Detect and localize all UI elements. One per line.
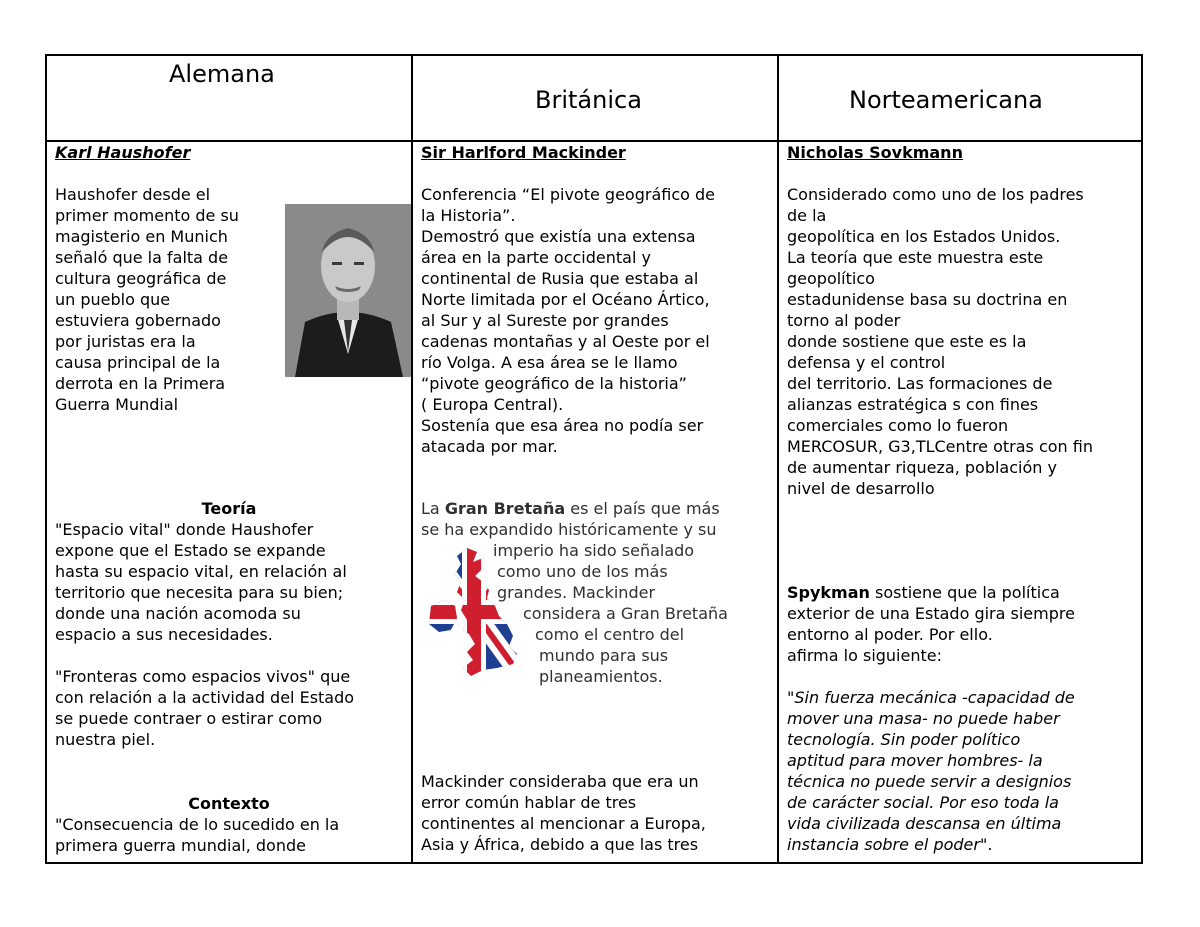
text-line: "Fronteras como espacios vivos" que (55, 667, 351, 686)
text-line: se puede contraer o estirar como (55, 709, 323, 728)
text-line: mover una masa- no puede haber (787, 709, 1060, 728)
text-line: continental de Rusia que estaba al (421, 269, 699, 288)
text-line: primer momento de su (55, 206, 239, 225)
text-line: afirma lo siguiente: (787, 646, 942, 665)
text-line: defensa y el control (787, 353, 946, 372)
cell-norteamericana (779, 142, 1143, 862)
text-line: aptitud para mover hombres- la (787, 751, 1043, 770)
text-line: de aumentar riqueza, población y (787, 458, 1057, 477)
text-line: "Consecuencia de lo sucedido en la (55, 815, 340, 834)
text-line: causa principal de la (55, 353, 221, 372)
text-line: de carácter social. Por eso toda la (787, 793, 1059, 812)
text-line: cadenas montañas y al Oeste por el (421, 332, 710, 351)
text-line: Asia y África, debido a que las tres (421, 835, 699, 854)
text-line: donde una nación acomoda su (55, 604, 301, 623)
text-line: vida civilizada descansa en última (787, 814, 1062, 833)
text-line: señaló que la falta de (55, 248, 229, 267)
text-line: entorno al poder. Por ello. (787, 625, 993, 644)
text-line: río Volga. A esa área se le llamo (421, 353, 678, 372)
header-britanica: Británica (535, 86, 642, 114)
gb-text-line: grandes. Mackinder (497, 583, 656, 602)
author-name: Nicholas Sovkmann (787, 143, 963, 162)
text-line: La teoría que este muestra este (787, 248, 1044, 267)
text-line: hasta su espacio vital, en relación al (55, 562, 347, 581)
text-line: la Historia”. (421, 206, 516, 225)
text-line: exterior de una Estado gira siempre (787, 604, 1075, 623)
gb-text-line: mundo para sus (539, 646, 669, 665)
text-line: MERCOSUR, G3,TLCentre otras con fin (787, 437, 1093, 456)
text-line: al Sur y al Sureste por grandes (421, 311, 669, 330)
text-line: nuestra piel. (55, 730, 156, 749)
author-name: Karl Haushofer (55, 143, 191, 162)
gb-line-2: se ha expandido históricamente y su (421, 520, 717, 539)
text-line: espacio a sus necesidades. (55, 625, 273, 644)
text-line: por juristas era la (55, 332, 196, 351)
header-norteamericana: Norteamericana (849, 86, 1043, 114)
text-line: Demostró que existía una extensa (421, 227, 696, 246)
text-line: área en la parte occidental y (421, 248, 651, 267)
text-line: "Sin fuerza mecánica -capacidad de (787, 688, 1075, 707)
text-line: un pueblo que (55, 290, 171, 309)
text-line: expone que el Estado se expande (55, 541, 326, 560)
text-line: nivel de desarrollo (787, 479, 935, 498)
cell-alemana (47, 142, 411, 862)
uk-flag-map (427, 546, 522, 678)
text-line: "Espacio vital" donde Haushofer (55, 520, 314, 539)
text-line: Sostenía que esa área no podía ser (421, 416, 704, 435)
text-line: Considerado como uno de los padres (787, 185, 1084, 204)
spykman-line: Spykman sostiene que la política (787, 583, 1060, 602)
text-line: alianzas estratégica s con fines (787, 395, 1039, 414)
text-line: “pivote geográfico de la historia” (421, 374, 687, 393)
cell-britanica (413, 142, 777, 862)
text-line: atacada por mar. (421, 437, 558, 456)
text-line: tecnología. Sin poder político (787, 730, 1021, 749)
text-line: ( Europa Central). (421, 395, 564, 414)
text-line: donde sostiene que este es la (787, 332, 1027, 351)
text-line: territorio que necesita para su bien; (55, 583, 344, 602)
text-line: magisterio en Munich (55, 227, 228, 246)
gb-line-1: La Gran Bretaña es el país que más (421, 499, 720, 518)
text-line: Conferencia “El pivote geográfico de (421, 185, 715, 204)
uk-map-icon (427, 546, 522, 678)
text-line: estuviera gobernado (55, 311, 221, 330)
text-line: Guerra Mundial (55, 395, 179, 414)
text-line: comerciales como lo fueron (787, 416, 1009, 435)
header-alemana: Alemana (169, 60, 275, 88)
gb-text-line: planeamientos. (539, 667, 663, 686)
text-line: con relación a la actividad del Estado (55, 688, 355, 707)
gb-text-line: imperio ha sido señalado (493, 541, 695, 560)
text-line: Norte limitada por el Océano Ártico, (421, 290, 710, 309)
portrait-photo (285, 204, 411, 377)
text-line: primera guerra mundial, donde (55, 836, 306, 855)
text-line: geopolítico (787, 269, 875, 288)
text-line: torno al poder (787, 311, 901, 330)
text-line: geopolítica en los Estados Unidos. (787, 227, 1061, 246)
gb-text-line: como el centro del (535, 625, 685, 644)
text-line: cultura geográfica de (55, 269, 227, 288)
text-line: del territorio. Las formaciones de (787, 374, 1053, 393)
gb-text-line: considera a Gran Bretaña (523, 604, 728, 623)
text-line: Haushofer desde el (55, 185, 211, 204)
contexto-heading: Contexto (188, 794, 270, 813)
comparison-table (45, 54, 1143, 864)
quote-last-line: instancia sobre el poder". (787, 835, 993, 854)
text-line: técnica no puede servir a designios (787, 772, 1072, 791)
author-name: Sir Harlford Mackinder (421, 143, 626, 162)
text-line: Mackinder consideraba que era un (421, 772, 699, 791)
text-line: de la (787, 206, 827, 225)
text-line: error común hablar de tres (421, 793, 637, 812)
teoria-heading: Teoría (201, 499, 257, 518)
text-line: estadunidense basa su doctrina en (787, 290, 1068, 309)
text-line: derrota en la Primera (55, 374, 226, 393)
person-icon (285, 204, 411, 377)
text-line: continentes al mencionar a Europa, (421, 814, 706, 833)
gb-text-line: como uno de los más (497, 562, 668, 581)
